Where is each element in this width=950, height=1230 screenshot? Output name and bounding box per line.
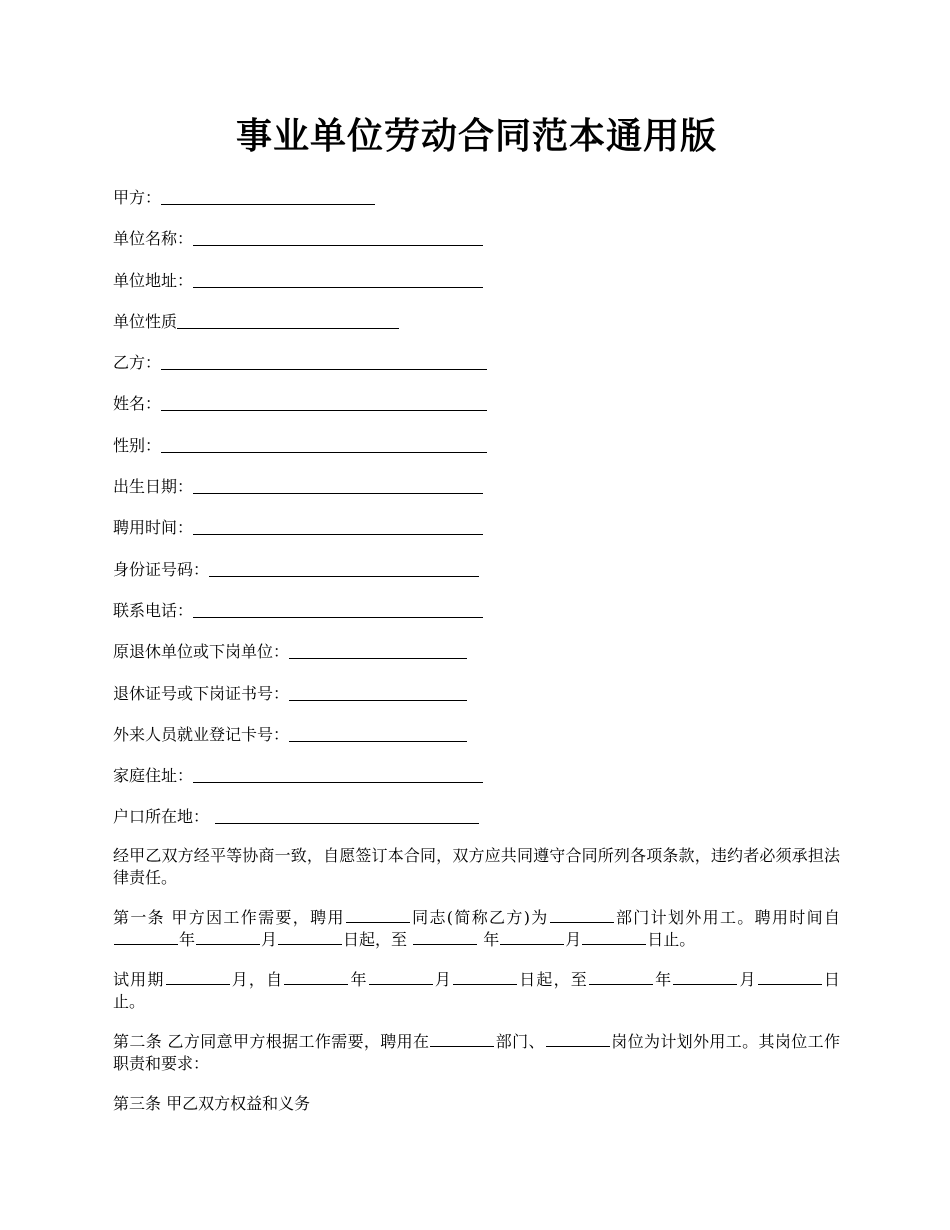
fill-blank[interactable] (546, 1046, 610, 1047)
fill-blank[interactable] (193, 287, 483, 288)
fill-blank[interactable] (196, 944, 260, 945)
field-unit-nature (113, 308, 840, 333)
fill-blank[interactable] (161, 410, 487, 411)
fill-blank[interactable] (289, 658, 467, 659)
field-label: 单位名称： (113, 229, 194, 249)
probation-paragraph (113, 969, 840, 1013)
field-label: 联系电话： (113, 600, 194, 620)
text-segment: 月，自 (230, 969, 284, 989)
fill-blank[interactable] (161, 452, 487, 453)
text-segment: 部门、 (495, 1031, 545, 1051)
fill-blank[interactable] (193, 534, 483, 535)
article-3-heading: 第三条 甲乙双方权益和义务 (113, 1093, 311, 1113)
fill-blank[interactable] (500, 944, 564, 945)
field-employment-card (113, 721, 840, 746)
text-segment: 同志(简称乙方)为 (410, 907, 549, 927)
document-page (113, 110, 840, 1133)
fill-blank[interactable] (193, 617, 483, 618)
fill-blank[interactable] (673, 984, 737, 985)
document-title: 事业单位劳动合同范本通用版 (235, 115, 717, 157)
field-unit-name (113, 225, 840, 250)
field-label: 乙方： (113, 353, 162, 373)
field-label: 身份证号码： (113, 559, 210, 579)
fill-blank[interactable] (289, 741, 467, 742)
text-segment: 岗位为计划外用工。其岗位工作职责和要求： (113, 1031, 840, 1073)
field-label: 单位地址： (113, 270, 194, 290)
field-phone (113, 597, 840, 622)
article-2 (113, 1031, 840, 1075)
fill-blank[interactable] (550, 922, 614, 923)
fill-blank[interactable] (346, 922, 410, 923)
article-1 (113, 907, 840, 951)
fill-blank[interactable] (114, 944, 178, 945)
intro-paragraph: 经甲乙双方经平等协商一致，自愿签订本合同，双方应共同遵守合同所列各项条款，违约者必须承担法律责任。 (113, 845, 840, 887)
fill-blank[interactable] (582, 944, 646, 945)
form-fields (113, 184, 840, 828)
fill-blank[interactable] (453, 984, 517, 985)
text-segment: 月 (261, 929, 278, 949)
text-segment: 年 (478, 929, 500, 949)
field-birth-date (113, 473, 840, 498)
field-home-address (113, 762, 840, 787)
fill-blank[interactable] (413, 944, 477, 945)
text-segment: 月 (738, 969, 757, 989)
field-former-unit (113, 638, 840, 663)
field-household-registration (113, 803, 840, 828)
fill-blank[interactable] (166, 984, 230, 985)
text-segment: 试用期 (113, 969, 165, 989)
field-label: 性别： (113, 435, 162, 455)
fill-blank[interactable] (177, 328, 399, 329)
field-employment-time (113, 514, 840, 539)
field-retirement-cert (113, 680, 840, 705)
text-segment: 月 (565, 929, 582, 949)
fill-blank[interactable] (193, 245, 483, 246)
fill-blank[interactable] (289, 700, 467, 701)
text-segment: 日起，至 (518, 969, 588, 989)
fill-blank[interactable] (758, 984, 822, 985)
text-segment: 年 (179, 929, 196, 949)
fill-blank[interactable] (284, 984, 348, 985)
fill-blank[interactable] (278, 944, 342, 945)
text-segment: 月 (433, 969, 453, 989)
field-label: 聘用时间： (113, 518, 194, 538)
field-gender (113, 432, 840, 457)
field-name (113, 390, 840, 415)
text-segment: 第一条 甲方因工作需要，聘用 (113, 907, 345, 927)
field-id-number (113, 556, 840, 581)
field-label: 原退休单位或下岗单位： (113, 642, 290, 662)
fill-blank[interactable] (161, 369, 487, 370)
field-label: 甲方： (113, 188, 162, 207)
text-segment: 年 (654, 969, 673, 989)
fill-blank[interactable] (161, 204, 375, 205)
fill-blank[interactable] (430, 1046, 494, 1047)
field-label: 户口所在地： (113, 807, 210, 827)
fill-blank[interactable] (193, 782, 483, 783)
fill-blank[interactable] (369, 984, 433, 985)
text-segment: 日止。 (647, 929, 696, 949)
field-label: 外来人员就业登记卡号： (113, 724, 290, 744)
field-label: 退休证号或下岗证书号： (113, 683, 290, 703)
text-segment: 年 (349, 969, 368, 989)
field-label: 姓名： (113, 394, 162, 414)
fill-blank[interactable] (589, 984, 653, 985)
field-unit-address (113, 267, 840, 292)
fill-blank[interactable] (193, 493, 483, 494)
field-party-a (113, 184, 840, 209)
field-label: 出生日期： (113, 477, 194, 497)
field-label: 单位性质 (113, 311, 178, 331)
text-segment: 第二条 乙方同意甲方根据工作需要，聘用在 (113, 1031, 430, 1051)
field-party-b (113, 349, 840, 374)
text-segment: 部门计划外用工。聘用时间自 (614, 907, 840, 927)
fill-blank[interactable] (209, 576, 479, 577)
fill-blank[interactable] (215, 823, 479, 824)
field-label: 家庭住址： (113, 766, 194, 786)
text-segment: 日起，至 (343, 929, 413, 949)
text-segment: 日止。 (113, 969, 840, 1011)
